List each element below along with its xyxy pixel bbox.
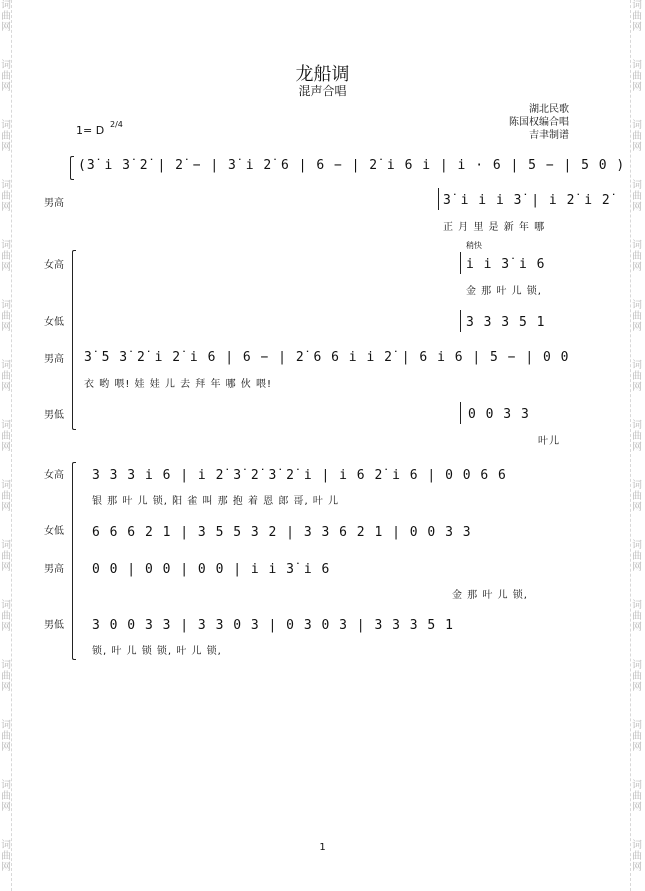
watermark-text: 词 曲 网	[1, 0, 11, 33]
watermark-text: 词 曲 网	[632, 360, 642, 393]
watermark-text: 词 曲 网	[1, 720, 11, 753]
watermark-text: 词 曲 网	[1, 600, 11, 633]
bass-lyrics-1: 叶儿	[538, 436, 560, 447]
watermark-text: 词 曲 网	[1, 120, 11, 153]
tenor-lyrics-3: 金 那 叶 儿 锁,	[452, 590, 528, 601]
watermark-text: 词 曲 网	[1, 420, 11, 453]
credit-origin: 湖北民歌	[529, 104, 569, 115]
part-label-bass-2: 男低	[44, 620, 64, 631]
soprano-lyrics-1: 金 那 叶 儿 锁,	[466, 286, 542, 297]
intro-brace	[70, 156, 74, 180]
part-label-tenor-2: 男高	[44, 354, 64, 365]
choir-brace-1	[72, 250, 76, 430]
watermark-text: 词 曲 网	[632, 0, 642, 33]
part-label-soprano: 女高	[44, 260, 64, 271]
credit-transcriber: 吉聿制谱	[529, 130, 569, 141]
watermark-text: 词 曲 网	[1, 480, 11, 513]
alto-notes-1: 3 3 3 5 1	[466, 315, 546, 330]
barline	[460, 402, 461, 424]
watermark-left	[0, 0, 12, 891]
tenor-lyrics-1: 正 月 里 是 新 年 哪	[443, 222, 546, 233]
soprano-notes-2: 3 3 3 i 6 | i 2̇ 3̇ 2̇ 3̇ 2̇ i | i 6 2̇ i 6 | 0 0 6 6	[92, 468, 507, 483]
part-label-tenor-3: 男高	[44, 564, 64, 575]
watermark-text: 词 曲 网	[632, 180, 642, 213]
intro-notes: (3̇ i 3̇ 2̇ | 2̇ − | 3̇ i 2̇ 6 | 6 − | 2̇ i 6 i | i · 6 | 5 − | 5 0 )	[78, 158, 626, 173]
tenor-notes-3: 0 0 | 0 0 | 0 0 | i i 3̇ i 6	[92, 562, 331, 577]
watermark-text: 词 曲 网	[1, 360, 11, 393]
watermark-text: 词 曲 网	[632, 120, 642, 153]
watermark-text: 词 曲 网	[1, 300, 11, 333]
choir-brace-2	[72, 462, 76, 660]
bass-notes-1: 0 0 3 3	[468, 407, 530, 422]
part-label-alto: 女低	[44, 317, 64, 328]
credit-arranger: 陈国权编合唱	[509, 117, 569, 128]
watermark-text: 词 曲 网	[1, 180, 11, 213]
barline	[438, 188, 439, 210]
barline	[460, 310, 461, 332]
tenor-notes-1: 3̇ i i i 3̇ | i 2̇ i 2̇	[443, 193, 611, 208]
song-title: 龙船调	[295, 64, 350, 85]
watermark-text: 词 曲 网	[632, 780, 642, 813]
soprano-notes-1: i i 3̇ i 6	[466, 257, 546, 272]
watermark-text: 词 曲 网	[632, 840, 642, 873]
part-label-tenor-1: 男高	[44, 198, 64, 209]
soprano-lyrics-2: 银 那 叶 儿 锁, 阳 雀 叫 那 抱 着 恩 郎 哥, 叶 儿	[92, 496, 340, 507]
part-label-alto-2: 女低	[44, 526, 64, 537]
watermark-text: 词 曲 网	[632, 720, 642, 753]
alto-notes-2: 6 6 6 2 1 | 3 5 5 3 2 | 3 3 6 2 1 | 0 0 3 3	[92, 525, 472, 540]
barline	[460, 252, 461, 274]
page-number: 1	[319, 842, 326, 853]
watermark-text: 词 曲 网	[1, 240, 11, 273]
watermark-text: 词 曲 网	[632, 60, 642, 93]
bass-lyrics-2: 锁, 叶 儿 锁 锁, 叶 儿 锁,	[92, 646, 222, 657]
watermark-text: 词 曲 网	[1, 660, 11, 693]
watermark-text: 词 曲 网	[632, 480, 642, 513]
tenor-lyrics-2: 衣 哟 喂! 娃 娃 儿 去 拜 年 哪 伙 喂!	[84, 379, 272, 390]
part-label-soprano-2: 女高	[44, 470, 64, 481]
key-signature: 1= D	[76, 124, 105, 137]
song-subtitle: 混声合唱	[298, 84, 347, 98]
watermark-text: 词 曲 网	[632, 420, 642, 453]
watermark-text: 词 曲 网	[1, 780, 11, 813]
watermark-text: 词 曲 网	[1, 540, 11, 573]
watermark-text: 词 曲 网	[1, 840, 11, 873]
watermark-right	[631, 0, 643, 891]
watermark-text: 词 曲 网	[632, 660, 642, 693]
part-label-bass: 男低	[44, 410, 64, 421]
watermark-text: 词 曲 网	[632, 300, 642, 333]
tenor-notes-2: 3̇ 5 3̇ 2̇ i 2̇ i 6 | 6 − | 2̇ 6 6 i i 2̇ | 6 i 6 | 5 − | 0 0	[84, 350, 570, 365]
watermark-text: 词 曲 网	[632, 600, 642, 633]
watermark-text: 词 曲 网	[1, 60, 11, 93]
watermark-text: 词 曲 网	[632, 240, 642, 273]
bass-notes-2: 3 0 0 3 3 | 3 3 0 3 | 0 3 0 3 | 3 3 3 5 1	[92, 618, 454, 633]
time-signature: 2/4	[110, 120, 123, 129]
tempo-marking: 稍快	[466, 241, 482, 250]
watermark-text: 词 曲 网	[632, 540, 642, 573]
